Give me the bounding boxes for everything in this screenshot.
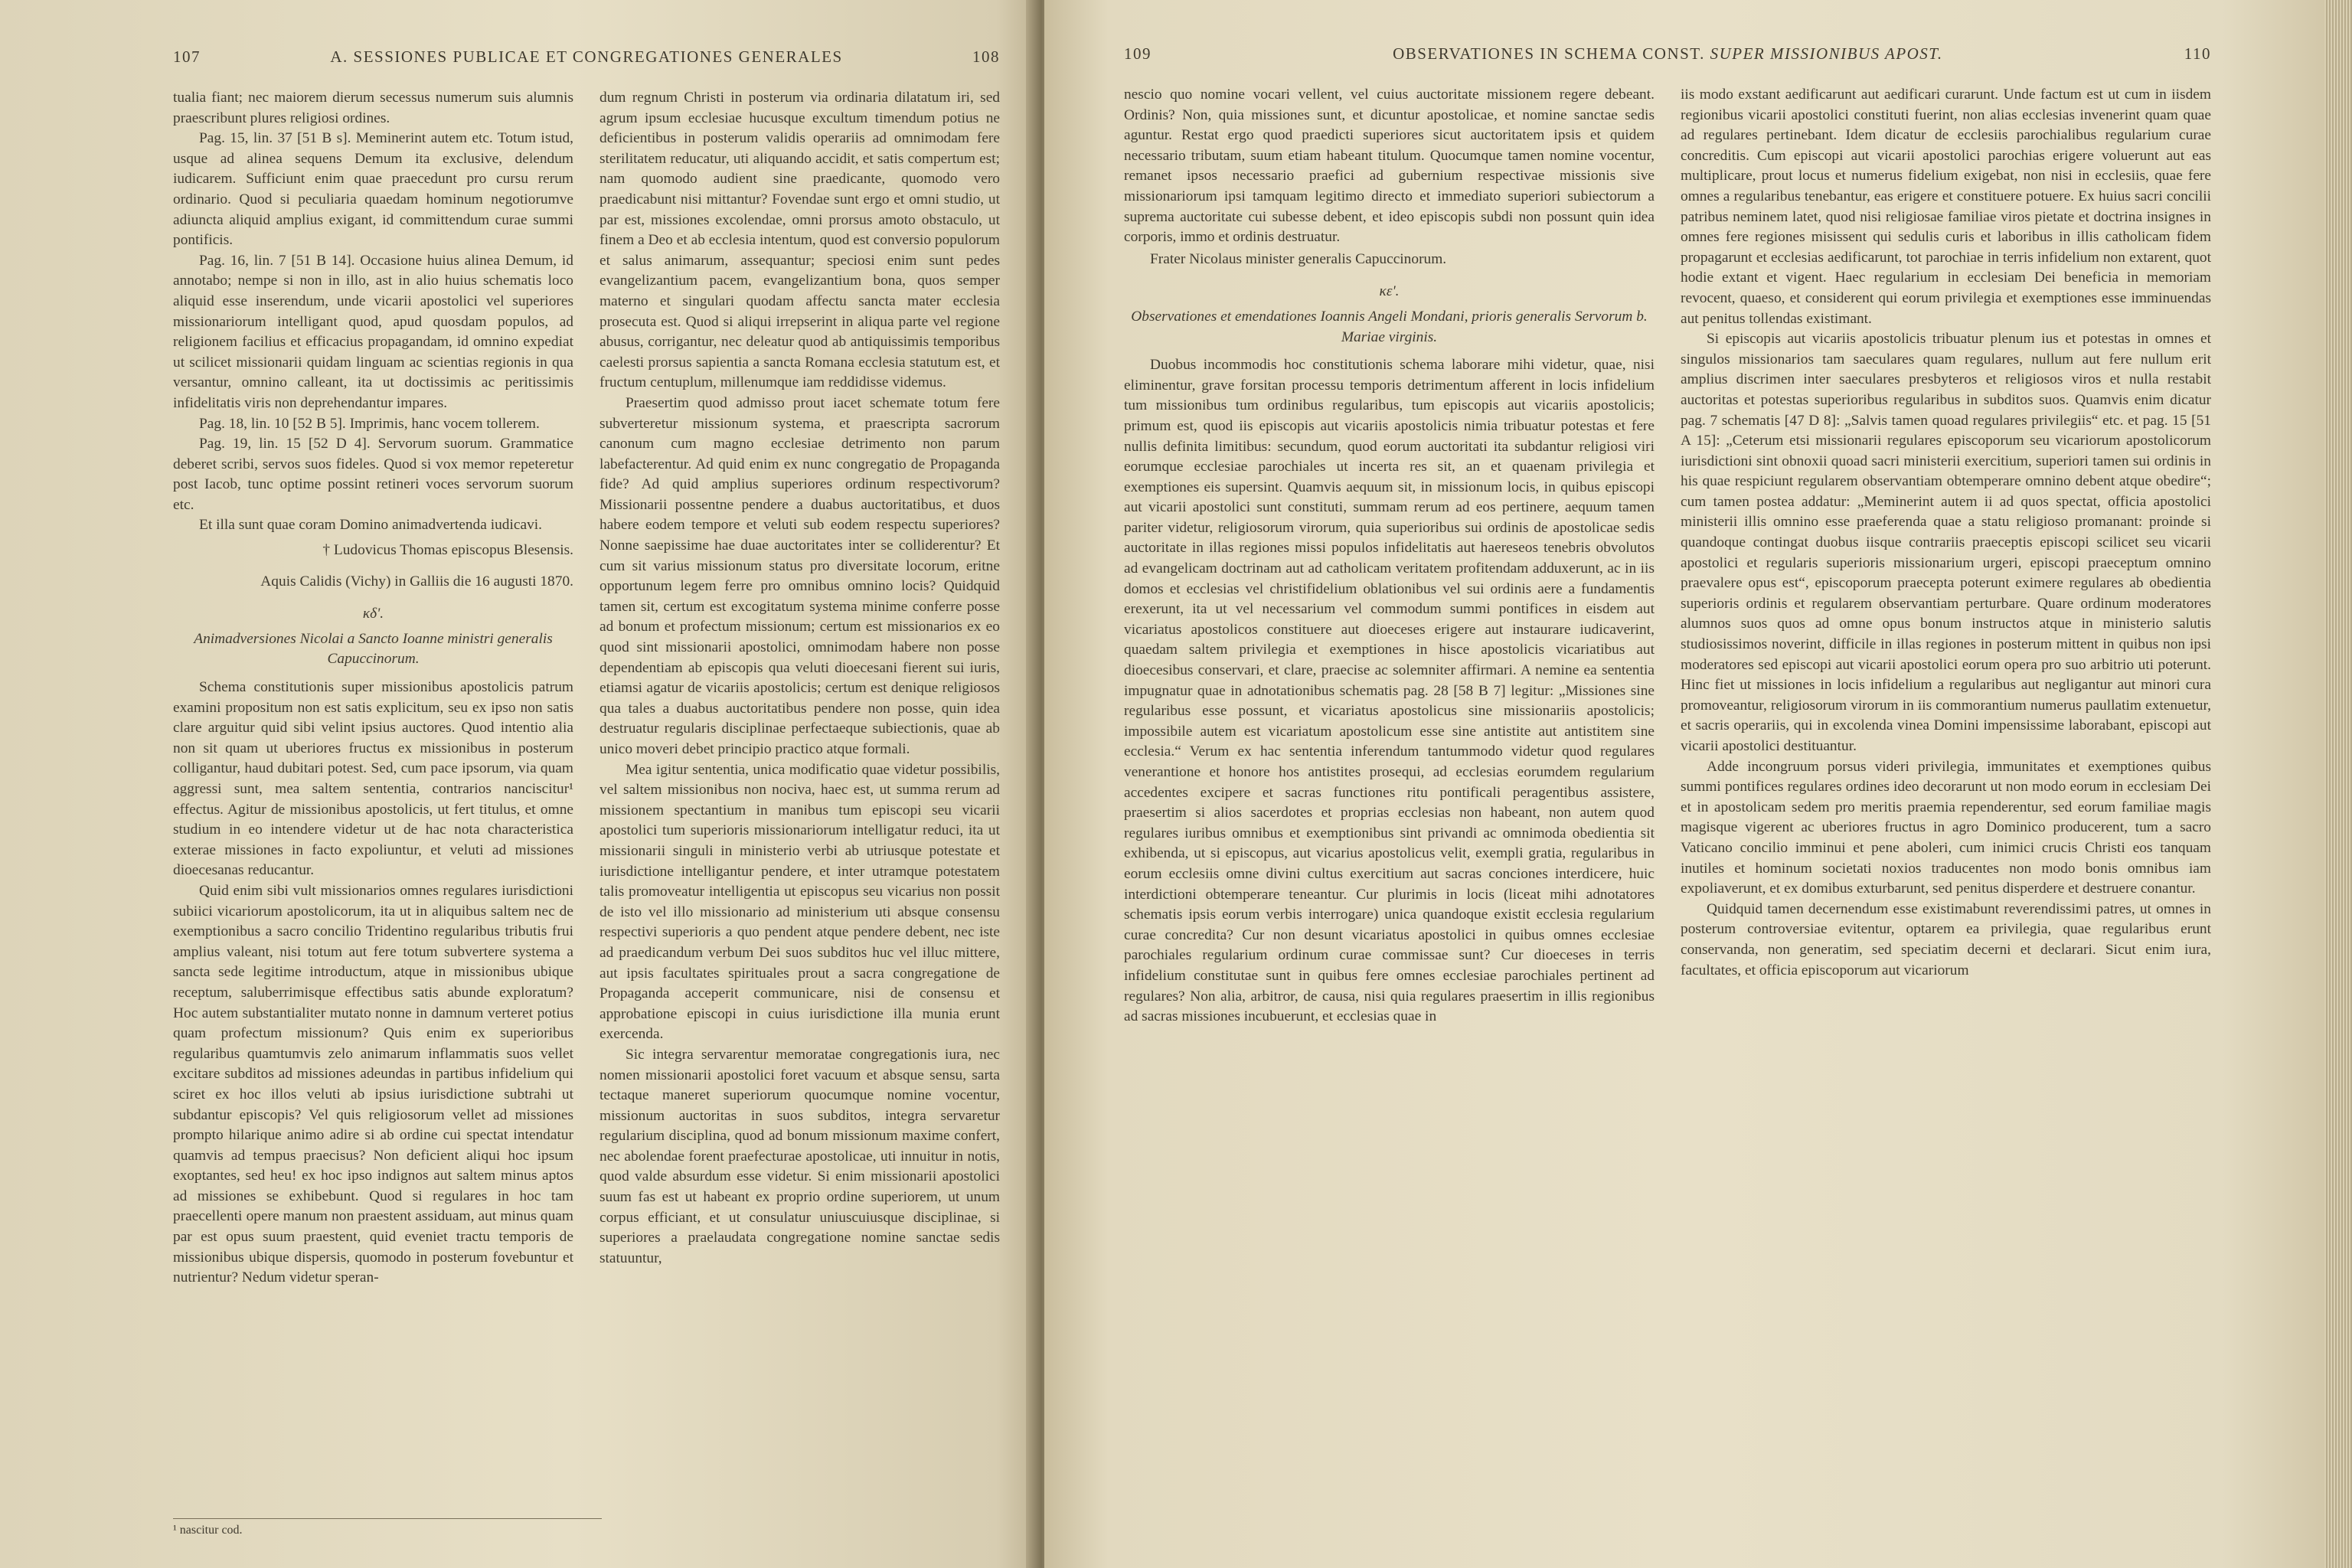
paragraph: Mea igitur sententia, unica modificatio quae videtur possibilis, vel saltem missionibus non nociva, haec est, ut summa rerum ad missionem spectantium in manibus tum episcopi seu vicarii apostolici tum superioris missionariorum intelligatur reduci, ita ut missionarii singuli in ministerio verbi ab utriusque potestate et iurisdictione intelligantur pendere, et inter utramque potestatem talis promoveatur intelligentia ut episcopus seu vicarius non possit de isto vel illo missionario ad ministerium uti absque consensu respectivi superioris a quo pendent atque pendere debent, nec iste ad praedicandum verbum Dei suos subditos huc vel illuc mittere, aut ipsis facultates spirituales prout a sacra congregatione de Propaganda acceperit communicare, nisi de consensu et approbatione episcopi in cuius iurisdictione illa munia erunt exercenda. [599,761,1000,1043]
right-column-1 [1124,85,1655,1027]
paragraph: dum regnum Christi in posterum via ordinaria dilatatum iri, sed agrum ipsum ecclesiae hucusque excultum timendum potius ne deficientibus in posterum validis operariis ad omnimodam fere sterilitatem reducatur, uti aliquando accidit, et satis compertum est; nam quomodo audient sine praedicante, quomodo vero praedicabunt nisi mittantur? Fovendae sunt ergo et omni studio, ut par est, missiones excolendae, omni prorsus amoto obstaculo, ut finem a Deo et ab ecclesia intentum, quod est conversio populorum et salus animarum, assequantur; speciosi enim sunt pedes evangelizantium pacem, evangelizantium bona, quos semper materno et singulari quodam affectu sancta mater ecclesia prosecuta est. Quod si aliqui irrepserint in aliqua parte vel regione abusus, corrigantur, nec deleatur quod ab antiquissimis temporibus caelesti prorsus sapientia a sancta Romana ecclesia statutum est, et fructum centuplum, millenumque iam reddidisse videmus. [599,90,1000,391]
paragraph: nescio quo nomine vocari vellent, vel cuius auctoritate missionem regere debeant. Ordinis? Non, quia missiones sunt, et dicuntur apostolicae, et nomine sanctae sedis aguntur. Restat ergo quod praedicti superiores sicut auctoritatem ipsis et quidem necessario tributam, suum etiam habeant titulum. Quocumque tamen nomine vocentur, remanet ipsos necessario praefici ad gubernium respectivae missionis sive missionariorum ipsi tamquam legitimo directo et immediato superiori subiectorum a suprema auctoritate cui subesse debent, et ideo episcopis subdi non possunt quin idea corporis, immo et ordinis destruatur. [1124,87,1655,246]
running-title-plain: OBSERVATIONES IN SCHEMA CONST. [1393,44,1705,63]
footnote: ¹ nascitur cod. [173,1518,602,1537]
paragraph: Adde incongruum porsus videri privilegia, immunitates et exemptiones quibus summi pontifices regulares ordines ideo decorarunt ut non modo eorum in ecclesiam Dei et in apostolicam sedem pro meritis praemia rependerentur, sed eorum familiae magis magisque vigerent ac uberiores fructus in agro Dominico producerent, tum a sacro Vaticano concilio imminui et pene aboleri, cum inimici crucis Christi eos tanquam inutiles et hominum societati noxios traducentes non modo bonis omnibus iam expoliaverunt, et ex domibus exturbarunt, sed penitus disperdere et destruere conantur. [1681,758,2211,897]
right-running-head [1124,44,2211,64]
left-running-head [173,47,1000,67]
paragraph: Pag. 18, lin. 10 [52 B 5]. Imprimis, hanc vocem tollerem. [199,415,540,432]
section-heading: Animadversiones Nicolai a Sancto Ioanne ministri generalis Capuccinorum. [194,630,553,668]
paragraph: Pag. 16, lin. 7 [51 B 14]. Occasione huius alinea Demum, id annotabo; nempe si non in illo, ast in alio huius schematis loco aliquid esse inserendum, unde vicarii apostolici vel superiores missionariorum intelligant quod, apud quosdam populos, ad religionem facilius et efficacius propagandam, id omnino expediat ut scilicet missionarii quidam linguam ac scientias regionis in qua versantur, omnino calleant, ita ut doctissimis ac peritissimis infidelitatis viris non deprehendantur impares. [173,252,573,411]
page-number-110: 110 [2184,44,2211,63]
paragraph: Praesertim quod admisso prout iacet schemate totum fere subverteretur missionum systema, et praescripta sacrorum canonum cum magno ecclesiae detrimento non parum labefacterentur. Ad quid enim ex nunc congregatio de Propaganda fide? Ad quid amplius superiores ordinum respectivorum? Missionarii possentne pendere a duabus auctoritatibus, et duos habere eodem tempore et veluti sub eodem respectu superiores? Nonne saepissime hae duae auctoritates inter se colliderentur? Et cum sit varius missionum status pro diversitate locorum, eritne opportunum legem ferre pro omnibus omnino locis? Quidquid tamen sit, certum est excogitatum systema minime conferre posse ad bonum et profectum missionum; certum est missionarios ex eo quod sint missionarii apostolici, omnimodam habere non posse dependentiam ab episcopis qua veluti dioecesani fierent sui iuris, etiamsi agatur de vicariis apostolicis; certum est denique religiosos qua tales a duabus auctoritatibus pendere non posse, quin idea destruatur regularis disciplinae perfectaeque subiectionis, quae ab unico moveri debet principio practico atque formali. [599,394,1000,757]
paragraph: Pag. 15, lin. 37 [51 B s]. Meminerint autem etc. Totum istud, usque ad alinea sequens Demum ita exclusive, delendum iudicarem. Sufficiunt enim quae praecedunt pro cursu rerum ordinario. Quod si peculiaria quaedam hominum negotiorumve adiuncta aliquid amplius exigant, id committendum curae summi pontificis. [173,130,573,249]
paragraph: Sic integra servarentur memoratae congregationis iura, nec nomen missionarii apostolici foret vacuum et absque sensu, sarta tectaque maneret superiorum quocumque nomine vocentur, missionum auctoritas in suos subditos, integra servaretur regularium disciplina, quod ad bonum missionum maxime confert, nec abolendae forent praefecturae apostolicae, uti innuitur in notis, quod valde absurdum esse videtur. Si enim missionarii apostolici suum fas est ut habeant ex proprio ordine superiorem, ut unum corpus efficiant, et ut consulatur uniuscuiusque disciplinae, si superiores a praelaudata congregatione nomine sanctae sedis statuuntur, [599,1046,1000,1266]
page-number-108: 108 [972,47,1000,66]
paragraph: Quidquid tamen decernendum esse existimabunt reverendissimi patres, ut omnes in posterum controversiae evitentur, optarem ea privilegia, quae regularibus erunt conservanda, non generatim, sed speciatim decerni et declarari. Sicut enim iura, facultates, et officia episcoporum aut vicariorum [1681,900,2211,978]
right-page [1044,0,2324,1568]
left-running-title: A. SESSIONES PUBLICAE ET CONGREGATIONES GENERALES [330,47,843,66]
paragraph: Et illa sunt quae coram Domino animadvertenda iudicavi. [199,517,543,534]
section-heading: Observationes et emendationes Ioannis Angeli Mondani, prioris generalis Servorum b. Mariae virginis. [1131,308,1648,345]
signature: Frater Nicolaus minister generalis Capuccinorum. [1150,250,1447,267]
paragraph: Si episcopis aut vicariis apostolicis tribuatur plenum ius et potestas in omnes et singulos missionarios tam saeculares quam regulares, nullum aut fere nullum erit amplius discrimen inter saeculares presbyteros et religiosos viros et nulla restabit auctoritas et potestas superioribus regularibus in subditos suos. Quamvis enim dicatur pag. 7 schematis [47 D 8]: „Salvis tamen quoad regulares privilegiis“ etc. et pag. 15 [51 A 15]: „Ceterum etsi missionarii regulares episcoporum seu vicariorum apostolicorum iurisdictioni sint obnoxii quoad sacri ministerii exercitium, superiori tamen sui ordinis in his quae respiciunt regularem observantiam obtemperare omnino debent atque obedire“; cum tamen postea addatur: „Meminerint autem ii ad quos spectat, officia apostolici ministerii illis omnino esse praeferenda quae a statu religioso promanant: proinde si quandoque contingat duobus iisque contrariis praeceptis episcopi scilicet seu vicarii apostolici et regularis superioris missionarium urgeri, episcopi praeceptum omnino praevalere opus est“, episcoporum praecepta poterunt eximere regulares ab obedientia superioris ordinis et regularem observantiam perturbare. Quare ordinum moderatores alumnos suos quos ad omne opus bonum instructos atque in ministerio salutis studiosissimos noverint, difficile in illas regiones in posterum mittent in quibus non ipsi moderatores sed episcopi aut vicarii apostolici eorum opera pro suo arbitrio uti poterunt. Hinc fiet ut missiones in locis infidelium a regularibus aut negligantur aut minori cura promoveantur, religiosorum virorum in iis commorantium numerus paullatim extenuetur, et sacris operariis, qui in excolenda vinea Domini impensissime laborabant, episcopi aut vicarii apostolici destituantur. [1681,331,2211,754]
section-number: κεʹ. [1379,283,1400,300]
signature: † Ludovicus Thomas episcopus Blesensis. [322,542,573,559]
page-number-107: 107 [173,47,201,66]
left-page [0,0,1038,1568]
right-running-title [1393,44,1943,64]
page-number-109: 109 [1124,44,1152,63]
paragraph: Schema constitutionis super missionibus apostolicis patrum examini propositum non est satis explicitum, seu ex ipso non satis clare arguitur quid sibi velint ipsius auctores. Quod intentio alia non sit quam ut uberiores fructus ex missionibus in posterum colligantur, haud dubitari potest. Sed, cum pace ipsorum, via quam aggressi sunt, mea saltem sententia, contrarios nanciscitur¹ effectus. Agitur de missionibus apostolicis, ut fert titulus, et omne studium in eo intendere videtur ut de hac nota characteristica exterae missiones in facto expoliuntur, et veluti ad missiones dioecesanas reducantur. [173,679,573,879]
paragraph: Pag. 19, lin. 15 [52 D 4]. Servorum suorum. Grammatice deberet scribi, servos suos fideles. Quod si vox memor repeteretur post Iacob, tunc optime possint retineri voces servorum suorum etc. [173,436,573,513]
place-date: Aquis Calidis (Vichy) in Galliis die 16 augusti 1870. [260,573,573,590]
paragraph: tualia fiant; nec maiorem dierum secessus numerum suis alumnis praescribunt plures religiosi ordines. [173,90,573,126]
left-columns [173,88,1000,1289]
section-number: κδʹ. [362,606,384,622]
running-title-italic: SUPER MISSIONIBUS APOST. [1710,44,1943,63]
page-edges [2324,0,2352,1568]
left-column-2 [599,88,1000,1289]
right-column-2 [1681,85,2211,1027]
paragraph: Quid enim sibi vult missionarios omnes regulares iurisdictioni subiici vicariorum apostolicorum, ita ut in aliquibus saltem nec de exemptionibus a sacro concilio Tridentino regularibus tributis frui amplius valeant, nisi totum aut fere totum subvertere systema a sancta sede legitime introductum, atque in missionibus ubique receptum, saluberrimisque effectibus satis abunde exploratum? Hoc autem substantialiter mutato nonne in damnum verteret potius quam profectum missionum? Quis enim ex superioribus regularibus quamtumvis zelo animarum inflammatis suos vellet excitare subditos ad missiones adeundas in partibus infidelium qui sciret ex hoc illos veluti ab ipsius iurisdictione subtrahi ut subdantur episcopis? Vel quis religiosorum vellet ad missiones prompto hilarique animo adire si ab ordine cui spectat intendatur quamvis ad tempus praecisus? Non deficient aliqui hoc ipsum exoptantes, sed heu! ex hoc ipso indignos aut saltem minus aptos ad missiones se exhibebunt. Quod si regulares in hoc tam praecellenti opere manum non praestent assiduam, aut minus quam par est opus suum praestent, quid eveniet tractu temporis de missionibus ubique dispersis, quomodo in posterum fovebuntur et nutrientur? Nedum videtur speran- [173,882,573,1286]
right-columns [1124,85,2211,1027]
left-column-1 [173,88,573,1289]
paragraph: Duobus incommodis hoc constitutionis schema laborare mihi videtur, quae, nisi eliminentur, grave forsitan processu temporis detrimentum afferent in locis infidelium tum missionibus tum ordinibus regularibus, tum episcopis aut vicariis apostolicis; primum est, quod iis episcopis aut vicariis apostolicis nimia tribuatur potestas et fere nullis definita limitibus: secundum, quod eorum auctoritati ita subdantur religiosi viri eorumque ecclesiae parochiales ut incerta res sit, an et quaenam privilegia et exemptiones eis supersint. Quamvis aequum sit, in missionum locis, in quibus episcopi aut vicarii apostolici sunt constituti, summam rerum ad eos pertinere, aequum tamen pariter videtur, religiosorum virorum, quia superioribus sui ordinis de apostolicae sedis auctoritate in illas regiones missi populos infidelitatis aut haereseos tenebris obvolutos ad evangelicam doctrinam aut ad catholicam veritatem profitendam adduxerunt, ac in iis domos et ecclesias vel christifidelium oblationibus vel sui ordinis aere a fundamentis erexerunt, ita ut vel necessarium vel commodum summi pontifices in eisdem aut vicariatus apostolicos constituere aut dioeceses erigere aut instaurare iudicaverint, quaedam saltem privilegia et exemptiones in hisce apostolicis vicariatibus aut dioecesibus conservari, et clare, praecise ac solemniter affirmari. A nemine ea sententia impugnatur quae in adnotationibus schematis pag. 28 [58 B 7] legitur: „Missiones sine regularibus esse possunt, et vicariatus apostolicus sine missionariis apostolicis; impossibile autem est vicariatum apostolicum esse sine antistite aut antistitem sine ecclesia.“ Verum ex hac sententia inferendum tantummodo videtur quod regulares venerantione et honore hos antistites prosequi, ad ecclesias eorumdem regularium accedentes excipere et sacras functiones ritu pontificali peragentibus assistere, praesertim si alios sacerdotes et proprias ecclesias non habeant, non autem quod regulares iuribus omnibus et exemptionibus sint privandi ac omnimoda obedientia sit exhibenda, ut si episcopus, aut vicarius apostolicus velit, exempli gratia, regularibus in eorum ecclesiis omne divini cultus exercitium aut sacras conciones interdicere, huic interdictioni obtemperare teneantur. Cur plurimis in locis (liceat mihi adnotatores schematis ipsis eorum verbis interrogare) unica quandoque existit ecclesia regularium curae concredita? Cur non desunt vicariatus apostolici in quibus omnes ecclesiae parochiales regularium ordinum curae commissae sunt? Cur dioeceses in terris infidelium constitutae sunt in quibus fere omnes ecclesiae parochiales pertinent ad regulares? Non alia, arbitror, de causa, nisi quia regulares praesertim in illis regionibus ad sacras missiones incubuerunt, et ecclesias quae in [1124,357,1655,1025]
paragraph: iis modo exstant aedificarunt aut aedificari curarunt. Unde factum est ut cum in iisdem regionibus vicarii apostolici constituti fuerint, non alias ecclesias invenerint quam quae ad regulares pertinebant. Idem dicatur de ecclesiis parochialibus regularium curae concreditis. Cum episcopi aut vicarii apostolici parochias erigere voluerunt aut eas multiplicare, prout locus et numerus fidelium exigebat, non nisi in ecclesiis, quae fere omnes a regularibus tenebantur, eas erigere et constituere potuere. Ex huius sacri concilii patribus neminem latet, quod nisi religiosae familiae viros pietate et doctrina insignes in omnes fere regiones misissent qui sedulis curis et laboribus in illis catholicam fidem propagarunt et ecclesias aedificarunt, tot parochiae in terris infidelium non extarent, quot hodie extant et vigent. Haec regularium in ecclesiam Dei beneficia in memoriam revocent, quaeso, et considerent qui eorum privilegia et exemptiones esse imminuendas aut penitus tollendas existimant. [1681,87,2211,327]
